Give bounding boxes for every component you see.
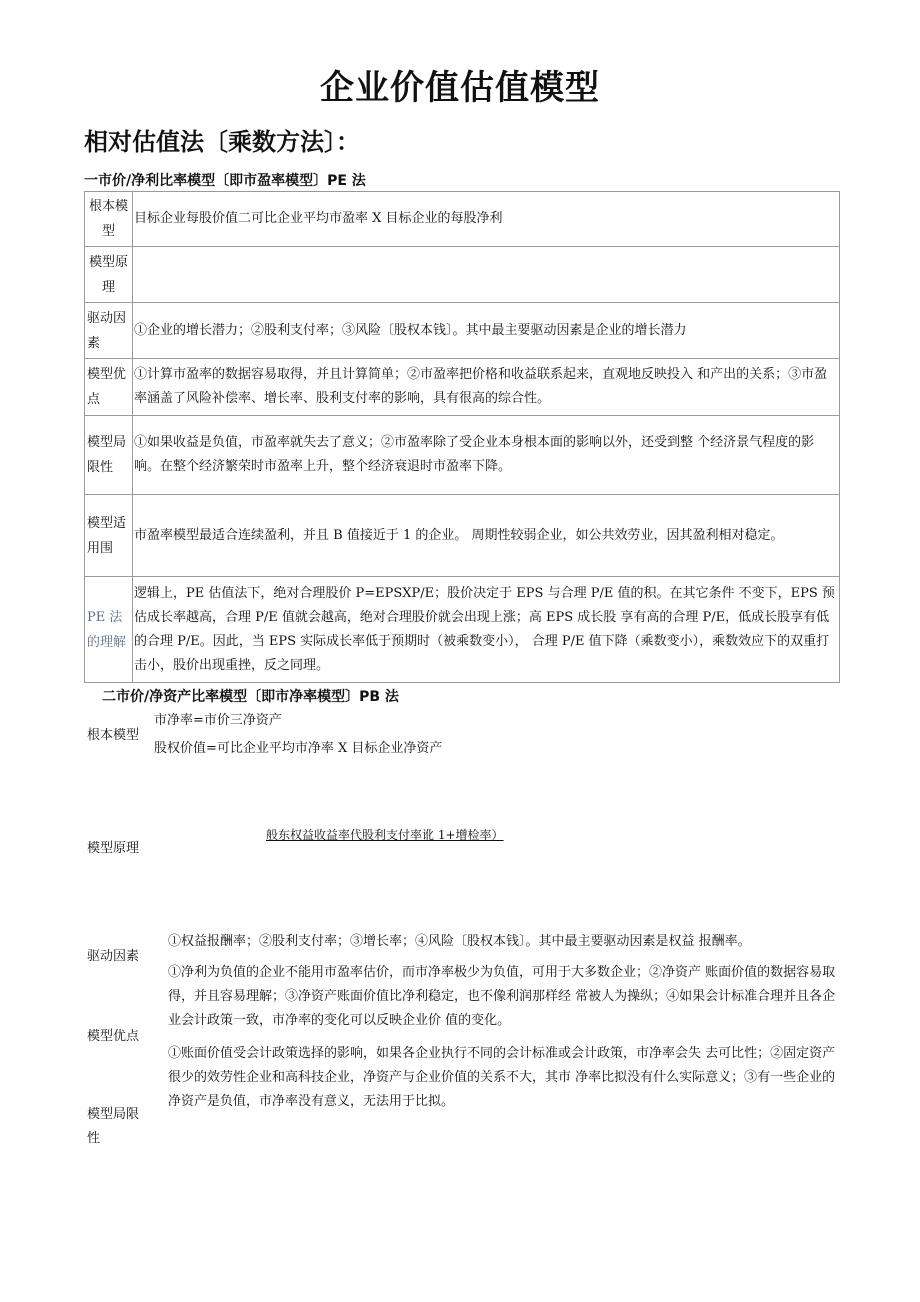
table-row <box>85 192 840 247</box>
row-text: 逻辑上，PE 估值法下，绝对合理股价 P=EPSXP/E；股价决定于 EPS 与合理 P/E 值的积。在其它条件 不变下，EPS 预估成长率越高，合理 P/E 值就会越高，绝对合理股价就会出现上涨；高 EPS 成长股 享有高的合理 P/E，低成长股享有低的合理 P/E。因此，当 EPS 实际成长率低于预期时（被乘数变小）， 合理 P/E 值下降（乘数变小），乘数效应下的双重打击小，股价出现重挫，反之同理。 <box>133 577 840 683</box>
pb-pros-text: ①净利为负值的企业不能用市盈率估价，而市净率极少为负值，可用于大多数企业；②净资产 账面价值的数据容易取得，并且容易理解；③净资产账面价值比净利稳定，也不像利润那样经 常被人为操纵；④如果会计标准合理并且各企业会计政策一致，市净率的变化可以反映企业价 值的变化。 <box>168 965 836 1028</box>
pb-basic-line: 市净率=市价三净资产 <box>154 713 282 728</box>
row-label: 根本模型 <box>85 192 133 247</box>
row-label: PE 法的理解 <box>85 577 133 683</box>
pb-cons-text: ①账面价值受会计政策选择的影响，如果各企业执行不同的会计标准或会计政策，市净率会失 去可比性；②固定资产很少的效劳性企业和高科技企业，净资产与企业价值的关系不大，其市 净率比拟没有什么实际意义；③有一些企业的净资产是负值，市净率没有意义，无法用于比拟。 <box>168 1046 836 1109</box>
pb-principle-formula: 般东权益收益率代股利支付率讹 1+增检率） <box>266 828 504 842</box>
row-text: ①如果收益是负值，市盈率就失去了意义；②市盈率除了受企业本身根本面的影响以外，还受到整 个经济景气程度的影响。在整个经济繁荣时市盈率上升，整个经济衰退时市盈率下降。 <box>133 416 840 495</box>
row-label: 驱动因素 <box>85 303 133 359</box>
row-label: 模型局限性 <box>85 416 133 495</box>
pb-drivers-label: 驱动因素 <box>87 949 140 964</box>
row-text: 目标企业每股价值二可比企业平均市盈率 X 目标企业的每股净利 <box>133 192 840 247</box>
row-label: 模型原理 <box>85 247 133 303</box>
row-label: 模型优点 <box>85 359 133 416</box>
pb-heading: 二市价/净资产比率模型〔即市净率模型〕PB 法 <box>102 689 399 705</box>
row-text: ①企业的增长潜力；②股利支付率；③风险〔股权本钱〕。其中最主要驱动因素是企业的增长潜力 <box>133 303 840 359</box>
table-row <box>85 495 840 577</box>
row-text: ①计算市盈率的数据容易取得，并且计算简单；②市盈率把价格和收益联系起来，直观地反映投入 和产出的关系；③市盈率涵盖了风险补偿率、增长率、股利支付率的影响，具有很高的综合性。 <box>133 359 840 416</box>
document-title: 企业价值估值模型 <box>320 68 600 108</box>
pb-cons-label: 模型局限性 <box>87 1107 140 1146</box>
pe-heading: 一市价/净利比率模型〔即市盈率模型〕PE 法 <box>84 173 366 189</box>
pb-drivers-text: ①权益报酬率；②股利支付率；③增长率；④风险〔股权本钱〕。其中最主要驱动因素是权益 报酬率。 <box>168 934 751 949</box>
row-text <box>133 247 840 303</box>
pb-basic-label: 根本模型 <box>87 728 140 743</box>
table-row <box>85 359 840 416</box>
row-text: 市盈率模型最适合连续盈利，并且 B 值接近于 1 的企业。 周期性较弱企业，如公共效劳业，因其盈利相对稳定。 <box>133 495 840 577</box>
pb-basic-line: 股权价值=可比企业平均市净率 X 目标企业净资产 <box>154 741 443 756</box>
pb-pros-label: 模型优点 <box>87 1029 140 1044</box>
table-row <box>85 247 840 303</box>
section-heading: 相对估值法〔乘数方法〕： <box>84 128 360 156</box>
pe-table <box>84 191 840 683</box>
table-row <box>85 416 840 495</box>
pb-principle-label: 模型原理 <box>87 841 140 856</box>
row-label: 模型适用围 <box>85 495 133 577</box>
table-row <box>85 577 840 683</box>
table-row <box>85 303 840 359</box>
